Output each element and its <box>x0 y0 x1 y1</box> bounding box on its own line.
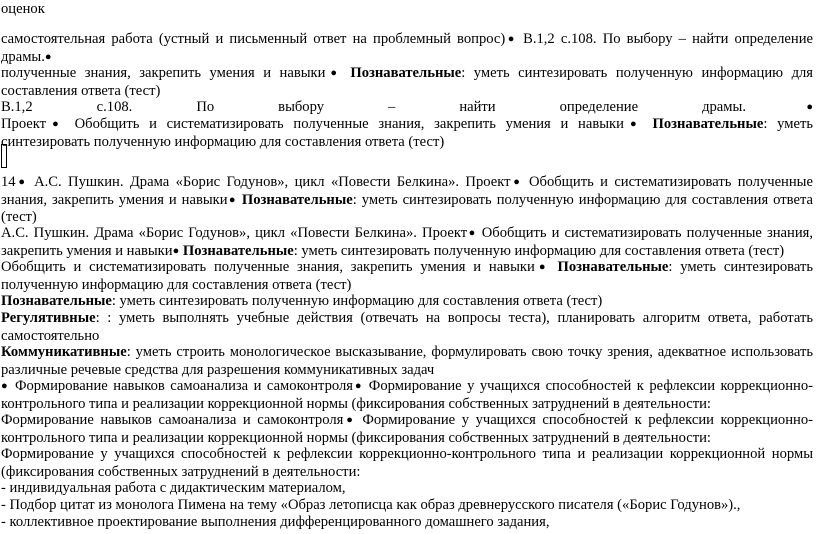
text-span: - коллективное проектирование выполнения дифференцированного домашнего задания, <box>1 514 550 530</box>
text-span: Формирование у учащихся способностей к рефлексии коррекционно-контрольного типа и реализации коррекционной нормы (фиксирования собственных затруднений в деятельности: <box>1 378 813 412</box>
text-span: А.С. Пушкин. Драма «Борис Годунов», цикл «Повести Белкина». Проект <box>1 225 468 241</box>
bullet-icon: ● <box>745 101 813 113</box>
text-span: Формирование навыков самоанализа и самоконтроля <box>1 412 344 428</box>
paragraph-lesson-14 <box>1 174 813 227</box>
paragraph-pushkin <box>1 225 813 260</box>
lesson-number: 14 <box>1 174 16 190</box>
bold-label: Познавательные <box>557 259 669 275</box>
paragraph-independent-work <box>1 31 813 66</box>
bullet-icon: ● <box>227 193 237 206</box>
text-span: - Подбор цитат из монолога Пимена на тему «Образ летописца как образ древнерусского писателя («Борис Годунов»)., <box>1 497 741 513</box>
bold-label: Познавательные <box>241 191 353 208</box>
text-span: : уметь синтезировать полученную информацию для составления ответа (тест) <box>1 116 813 150</box>
bullet-icon: ● <box>467 227 477 239</box>
bullet-icon: ● <box>353 380 364 392</box>
list-item-individual-work <box>1 480 813 498</box>
text-span: Обобщить и систематизировать полученные знания, закрепить умения и навыки <box>1 259 535 275</box>
text-span: Обобщить и систематизировать полученные знания, закрепить умения и навыки <box>1 225 814 259</box>
text-span: Формирование у учащихся способностей к рефлексии коррекционно-контрольного типа и реализации коррекционной нормы (фиксирования собственных затруднений в деятельности: <box>1 446 813 480</box>
list-item-quotes <box>1 497 813 515</box>
text-span: : уметь синтезировать полученную информацию для составления ответа (тест) <box>1 191 813 225</box>
text-span: Формирование у учащихся способностей к рефлексии коррекционно-контрольного типа и реализации коррекционной нормы (фиксирования собственных затруднений в деятельности: <box>1 412 813 446</box>
text-span: самостоятельная работа (устный и письменный ответ на проблемный вопрос) <box>1 31 506 47</box>
list-item-collective-project <box>1 514 813 532</box>
text-span: В.1,2 с.108. По выбору – найти определение драмы. <box>1 99 746 115</box>
bold-label: Познавательные <box>182 242 294 259</box>
text-span: полученные знания, закрепить умения и навыки <box>1 65 326 81</box>
text-span: : уметь синтезировать полученную информацию для составления ответа (тест) <box>111 293 603 309</box>
bullet-icon: ● <box>325 67 342 79</box>
text-span: Обобщить и систематизировать полученные знания, закрепить умения и навыки <box>1 174 813 208</box>
text-line-grades <box>1 1 813 19</box>
text-span: В.1,2 с.108. По выбору – найти определение драмы. <box>1 31 814 65</box>
bullet-icon: ● <box>534 261 550 273</box>
paragraph-self-analysis <box>1 412 813 447</box>
text-span: : уметь синтезировать полученную информацию для составления ответа (тест) <box>1 65 813 99</box>
paragraph-self-analysis-bullet <box>1 378 813 413</box>
text-span: : : уметь выполнять учебные действия (отвечать на вопросы теста), планировать алгоритм ответа, работать самостоятельно <box>1 310 813 344</box>
bullet-icon: ● <box>1 380 10 392</box>
empty-box <box>1 144 7 168</box>
text-span: оценок <box>1 1 45 17</box>
paragraph-reflection <box>1 446 813 481</box>
paragraph-knowledge <box>1 65 813 100</box>
paragraph-drama-definition <box>1 99 813 117</box>
text-span: Проект <box>1 116 47 132</box>
bullet-icon: ● <box>510 176 523 188</box>
paragraph-regulatory <box>1 310 813 345</box>
text-span: Обобщить и систематизировать полученные знания, закрепить умения и навыки <box>64 116 624 132</box>
text-span: : уметь синтезировать полученную информацию для составления ответа (тест) <box>1 259 813 293</box>
text-span: Формирование навыков самоанализа и самоконтроля <box>9 378 353 394</box>
paragraph-generalize <box>1 259 813 294</box>
text-span: А.С. Пушкин. Драма «Борис Годунов», цикл «Повести Белкина». Проект <box>27 174 511 190</box>
text-span: : уметь строить монологическое высказывание, формулировать свою точку зрения, адекватное использовать различные речевые средства для разрешения коммуникативных задач <box>1 344 813 378</box>
paragraph-project <box>1 116 813 151</box>
bullet-icon: ● <box>44 50 52 63</box>
bold-label: Познавательные <box>652 116 764 132</box>
bullet-icon: ● <box>343 414 356 426</box>
bold-label: Регулятивные <box>1 310 96 326</box>
bold-label: Коммуникативные <box>1 344 127 360</box>
text-span: : уметь синтезировать полученную информацию для составления ответа (тест) <box>293 242 785 259</box>
bullet-icon: ● <box>172 244 180 257</box>
bold-label: Познавательные <box>350 65 462 81</box>
bold-label: Познавательные <box>1 293 112 309</box>
bullet-icon: ● <box>505 33 517 45</box>
paragraph-cognitive <box>1 293 813 311</box>
paragraph-communicative <box>1 344 813 379</box>
bullet-icon: ● <box>15 176 28 188</box>
bullet-icon: ● <box>46 118 65 130</box>
bullet-icon: ● <box>623 118 643 130</box>
text-span: - индивидуальная работа с дидактическим материалом, <box>1 480 346 496</box>
